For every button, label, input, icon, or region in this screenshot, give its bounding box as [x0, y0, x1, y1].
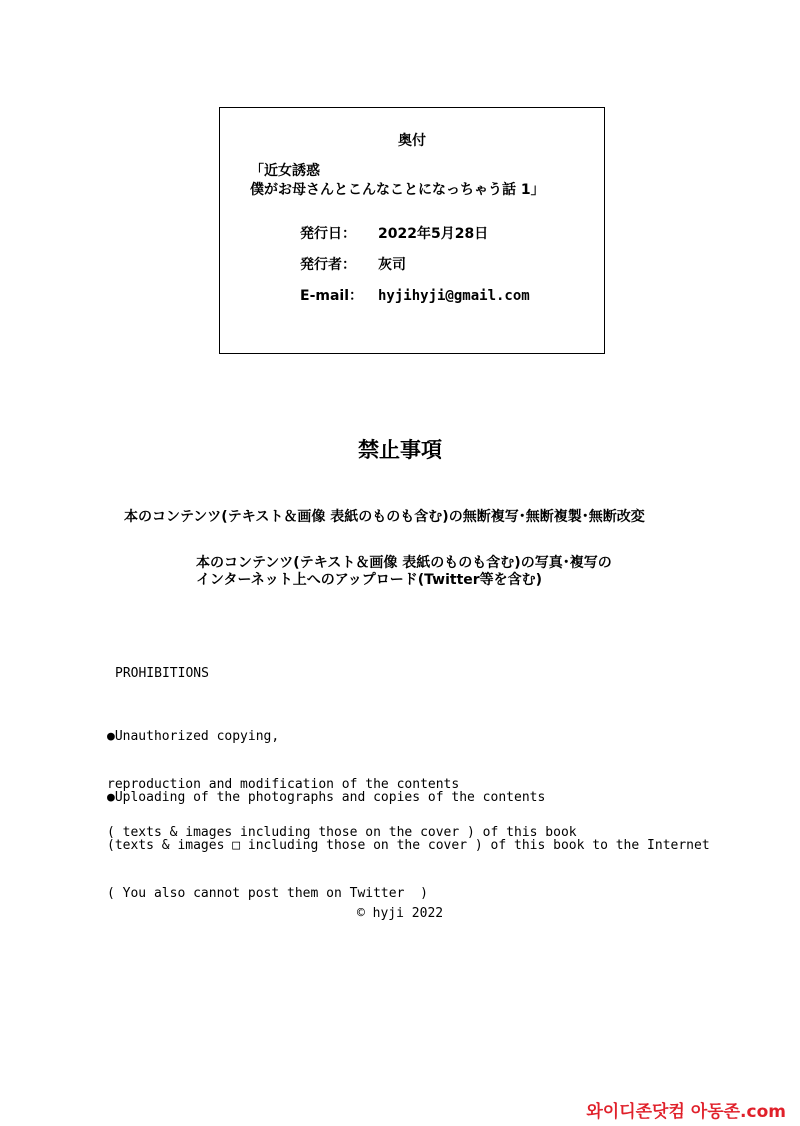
publish-date-row	[300, 223, 488, 243]
prohibition-en-item-2-line-3: ( You also cannot post them on Twitter )	[107, 886, 428, 901]
prohibition-en-item-2-line-1: ●Uploading of the photographs and copies of the contents	[107, 790, 546, 805]
copyright-notice: © hyji 2022	[357, 906, 444, 921]
prohibition-en-item-1-line-3: ( texts & images including those on the cover ) of this book	[107, 825, 577, 840]
book-title-line-2: 僕がお母さんとこんなことになっちゃう話 1」	[250, 182, 545, 198]
prohibition-en-item-2	[107, 758, 710, 918]
publish-date-value: 2022年5月28日	[378, 226, 489, 242]
prohibition-jp-item-2-line-1: 本のコンテンツ(テキスト＆画像 表紙のものも含む)の写真･複写の	[196, 555, 612, 571]
prohibition-jp-item-2-line-2: インターネット上へのアップロード(Twitter等を含む)	[196, 572, 543, 588]
book-title	[250, 162, 545, 200]
email-label: E-mail：	[300, 288, 364, 304]
publish-date-label: 発行日：	[300, 226, 356, 242]
publisher-label: 発行者：	[300, 257, 356, 273]
prohibition-jp-item-1: 本のコンテンツ(テキスト＆画像 表紙のものも含む)の無断複写･無断複製･無断改変	[124, 509, 645, 525]
email-value: hyjihyji@gmail.com	[378, 288, 530, 304]
prohibition-jp-item-2	[196, 555, 612, 589]
prohibition-en-item-1-line-1: ●Unauthorized copying,	[107, 729, 280, 744]
prohibitions-heading-jp: 禁止事項	[358, 438, 442, 462]
publisher-row	[300, 254, 406, 274]
email-row	[300, 285, 530, 305]
prohibition-en-item-1-line-2: reproduction and modification of the contents	[107, 777, 460, 792]
colophon-heading: 奥付	[398, 133, 426, 149]
publisher-value: 灰司	[378, 257, 406, 273]
prohibition-en-item-2-line-2: (texts & images □ including those on the cover ) of this book to the Internet	[107, 838, 710, 853]
watermark-text: 와이디존닷컴 아동존.com	[586, 1102, 786, 1122]
book-title-line-1: 「近女誘惑	[250, 163, 320, 179]
colophon-box	[219, 107, 605, 354]
prohibitions-title-en: PROHIBITIONS	[115, 666, 209, 681]
